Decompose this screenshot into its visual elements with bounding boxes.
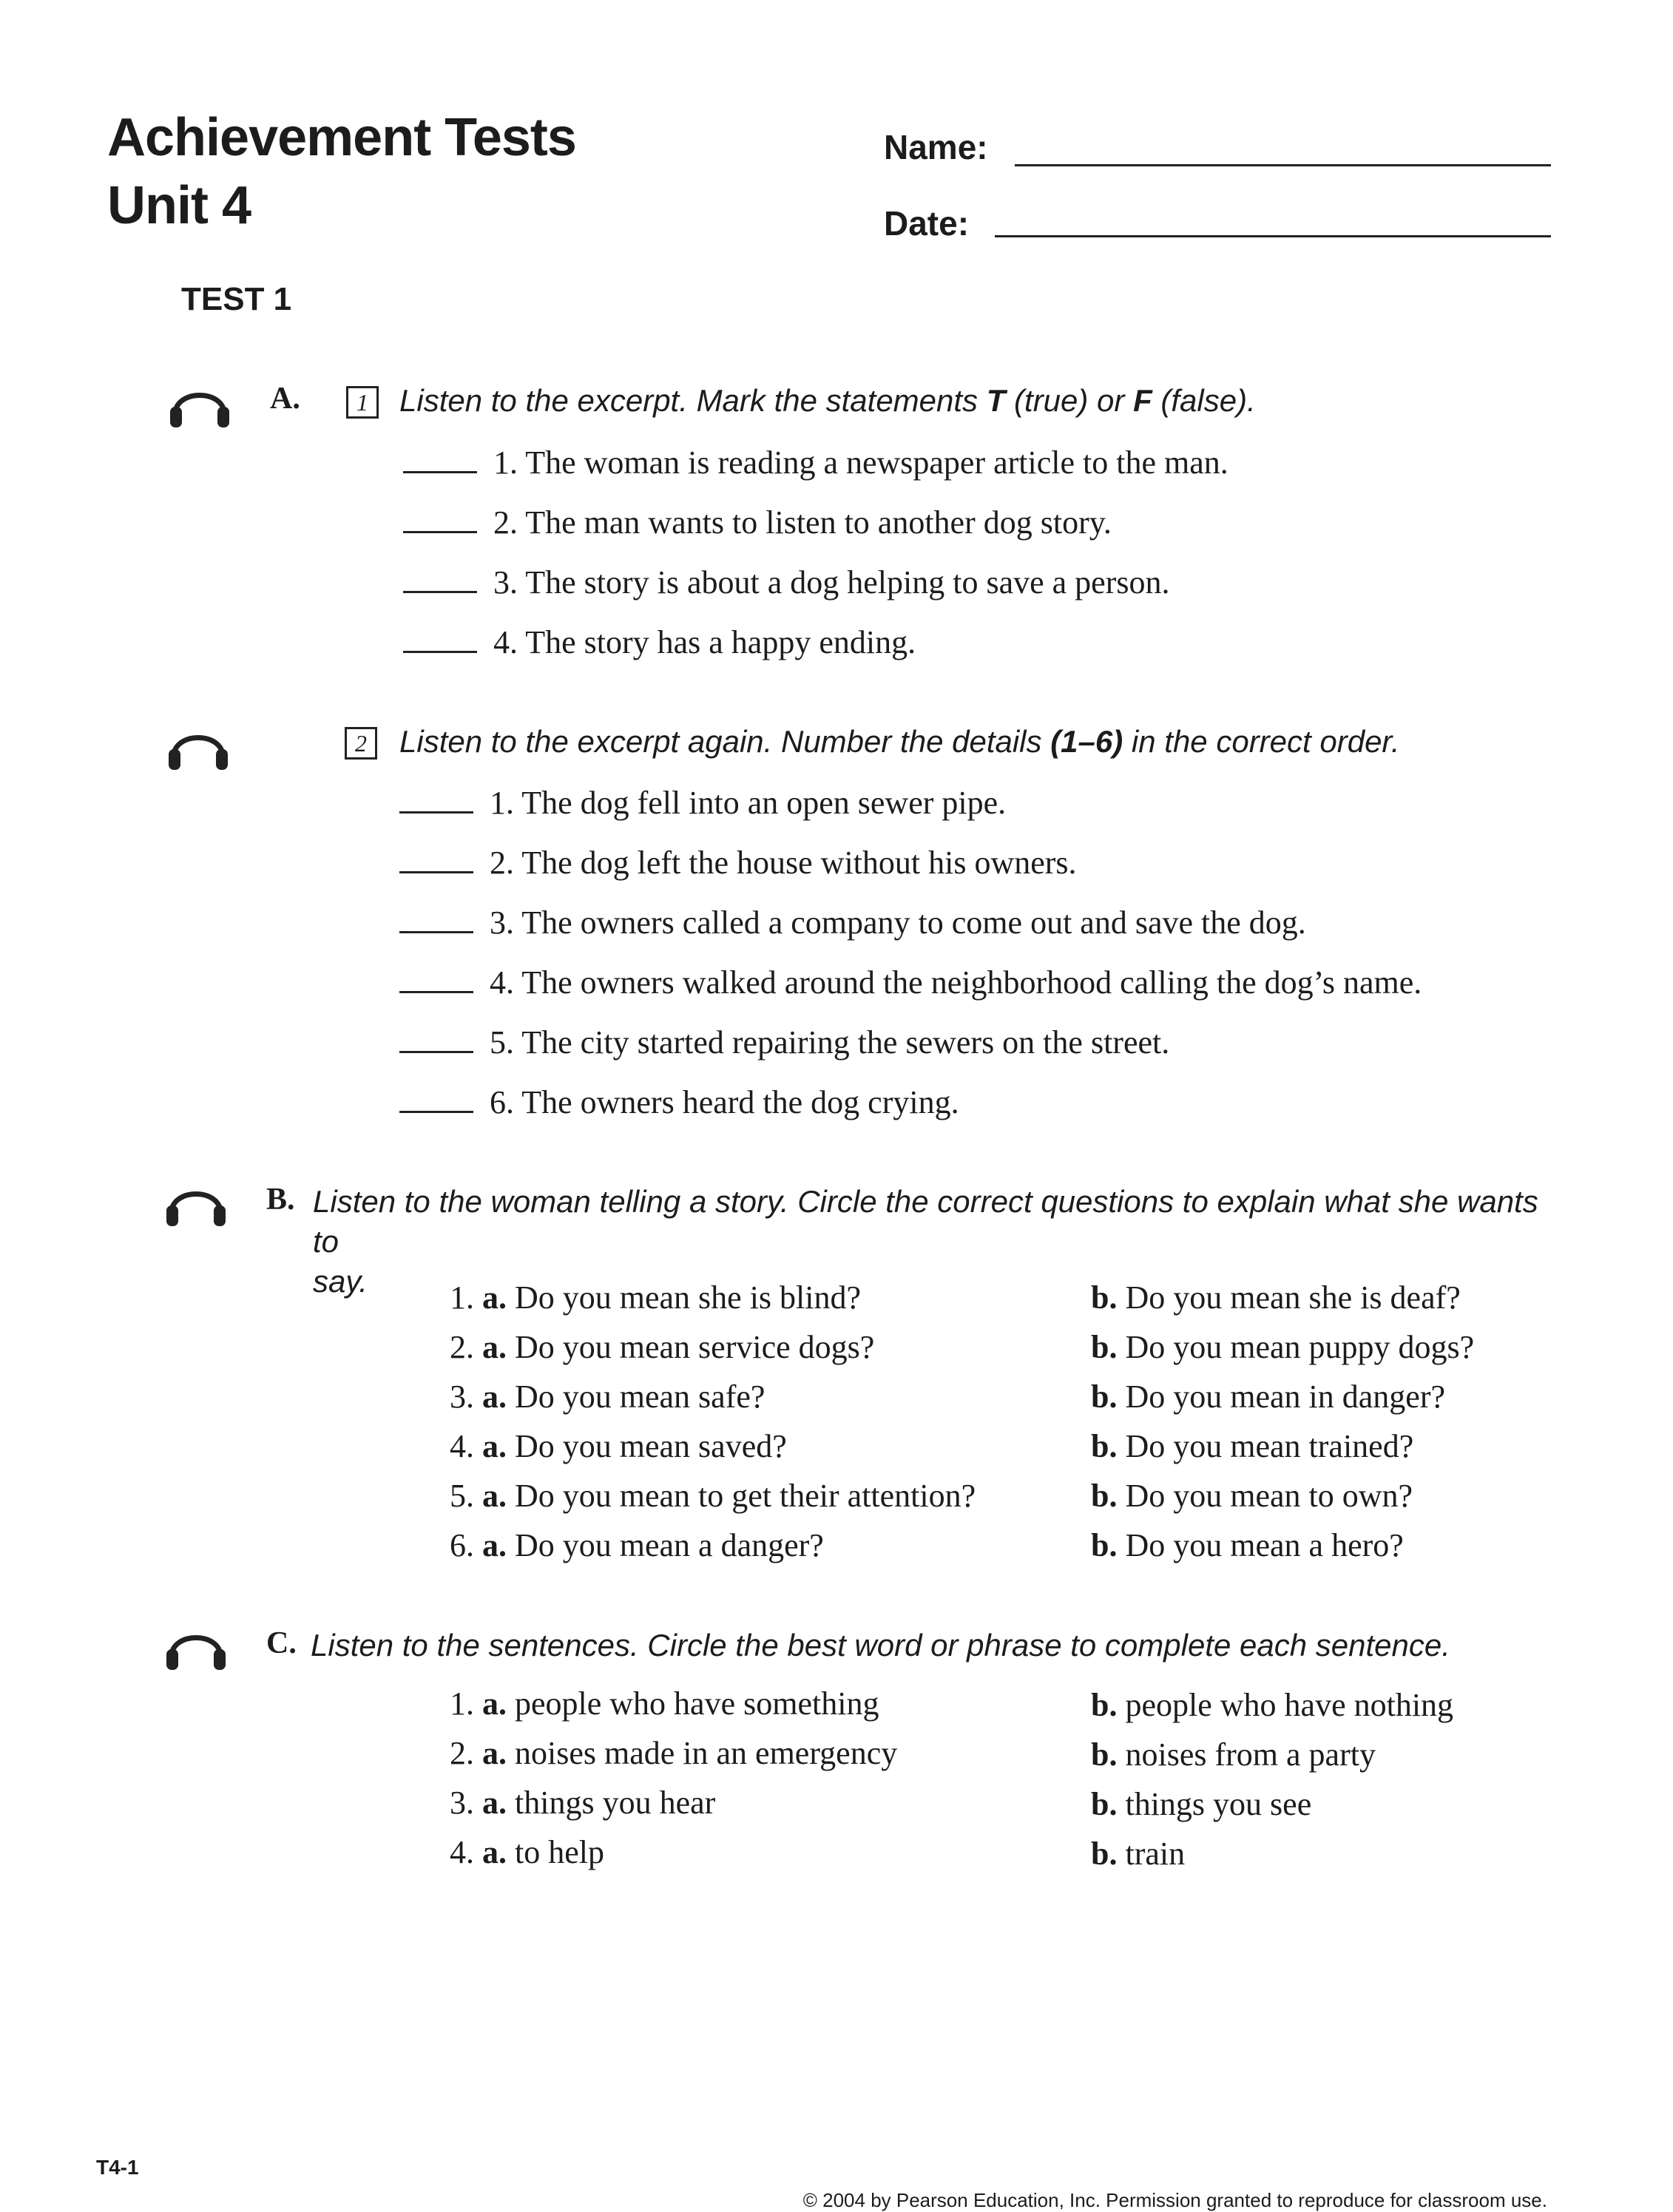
option-a[interactable]: Do you mean safe?: [515, 1379, 765, 1415]
list-item: b. Do you mean in danger?: [1091, 1379, 1446, 1415]
section-b-b-column: [1091, 1277, 1474, 1575]
name-field[interactable]: [1015, 164, 1551, 166]
option-b[interactable]: Do you mean puppy dogs?: [1125, 1329, 1475, 1365]
list-item: 1. The dog fell into an open sewer pipe.: [399, 782, 1422, 824]
list-item: 4. The owners walked around the neighborhood calling the dog’s name.: [399, 962, 1422, 1004]
option-b[interactable]: noises from a party: [1125, 1736, 1376, 1773]
list-item: 4. a. to help: [450, 1834, 604, 1870]
step-2-box: 2: [345, 727, 377, 760]
option-b[interactable]: Do you mean to own?: [1125, 1478, 1413, 1514]
list-item: 3. a. things you hear: [450, 1785, 716, 1821]
option-a[interactable]: things you hear: [515, 1785, 716, 1821]
answer-blank[interactable]: [403, 569, 477, 593]
list-item: 6. a. Do you mean a danger?: [450, 1527, 824, 1563]
section-b-letter: B.: [266, 1183, 295, 1217]
answer-blank[interactable]: [403, 509, 477, 533]
headphones-icon: [163, 1172, 229, 1231]
section-b-a-column: [450, 1277, 976, 1575]
name-label: Name:: [884, 128, 988, 166]
list-item: 3. The story is about a dog helping to save a person.: [403, 562, 1228, 603]
option-a[interactable]: Do you mean to get their attention?: [515, 1478, 976, 1514]
list-item: 4. The story has a happy ending.: [403, 622, 1228, 663]
option-b[interactable]: train: [1125, 1836, 1186, 1872]
step-1-box: 1: [346, 386, 379, 419]
headphones-icon: [165, 716, 231, 775]
option-a[interactable]: Do you mean service dogs?: [515, 1329, 875, 1365]
list-item: 5. a. Do you mean to get their attention?: [450, 1478, 976, 1514]
list-item: 2. The man wants to listen to another dog story.: [403, 502, 1228, 544]
page-title: [107, 104, 576, 240]
section-c-b-column: [1091, 1685, 1453, 1883]
answer-blank[interactable]: [399, 909, 473, 933]
section-c-instruction: Listen to the sentences. Circle the best word or phrase to complete each sentence.: [311, 1628, 1450, 1663]
option-a[interactable]: to help: [515, 1834, 604, 1870]
list-item: b. Do you mean she is deaf?: [1091, 1279, 1461, 1316]
answer-blank[interactable]: [399, 789, 473, 814]
list-item: 2. The dog left the house without his owners.: [399, 842, 1422, 884]
headphones-icon: [166, 373, 233, 433]
section-a-letter: A.: [270, 382, 300, 416]
section-a-step1-instruction: Listen to the excerpt. Mark the statements T (true) or F (false).: [399, 383, 1256, 418]
list-item: 3. a. Do you mean safe?: [450, 1379, 765, 1415]
section-a-step1-list: [403, 442, 1228, 663]
option-a[interactable]: noises made in an emergency: [515, 1735, 898, 1771]
list-item: b. noises from a party: [1091, 1736, 1376, 1773]
answer-blank[interactable]: [399, 1029, 473, 1053]
option-b[interactable]: Do you mean trained?: [1125, 1428, 1414, 1464]
list-item: 1. a. people who have something: [450, 1685, 879, 1722]
answer-blank[interactable]: [399, 969, 473, 993]
list-item: 2. a. noises made in an emergency: [450, 1735, 898, 1771]
title-line-2: Unit 4: [107, 176, 251, 235]
list-item: 6. The owners heard the dog crying.: [399, 1082, 1422, 1123]
list-item: b. Do you mean trained?: [1091, 1428, 1414, 1464]
list-item: b. Do you mean puppy dogs?: [1091, 1329, 1475, 1365]
answer-blank[interactable]: [403, 629, 477, 653]
list-item: 2. a. Do you mean service dogs?: [450, 1329, 875, 1365]
list-item: 1. The woman is reading a newspaper article to the man.: [403, 442, 1228, 484]
headphones-icon: [163, 1616, 229, 1675]
option-a[interactable]: people who have something: [515, 1685, 879, 1722]
option-a[interactable]: Do you mean a danger?: [515, 1527, 824, 1563]
section-a-step2-list: [399, 782, 1422, 1123]
answer-blank[interactable]: [403, 449, 477, 473]
option-b[interactable]: Do you mean she is deaf?: [1125, 1279, 1461, 1316]
copyright-notice: © 2004 by Pearson Education, Inc. Permission granted to reproduce for classroom use.: [802, 2189, 1547, 2211]
section-c-a-column: [450, 1683, 897, 1881]
option-a[interactable]: Do you mean she is blind?: [515, 1279, 862, 1316]
test-label: TEST 1: [181, 281, 292, 317]
list-item: 3. The owners called a company to come out and save the dog.: [399, 902, 1422, 944]
list-item: b. Do you mean a hero?: [1091, 1527, 1404, 1563]
page-code: T4-1: [96, 2156, 139, 2179]
title-line-1: Achievement Tests: [107, 108, 576, 167]
section-b-instruction: Listen to the woman telling a story. Circle the correct questions to explain what she wants to say.: [313, 1184, 1538, 1299]
list-item: 1. a. Do you mean she is blind?: [450, 1279, 862, 1316]
date-field[interactable]: [995, 235, 1551, 237]
list-item: b. train: [1091, 1836, 1186, 1872]
list-item: b. people who have nothing: [1091, 1687, 1454, 1723]
list-item: b. Do you mean to own?: [1091, 1478, 1413, 1514]
answer-blank[interactable]: [399, 849, 473, 873]
option-b[interactable]: people who have nothing: [1125, 1687, 1454, 1723]
list-item: b. things you see: [1091, 1786, 1312, 1822]
list-item: 4. a. Do you mean saved?: [450, 1428, 787, 1464]
section-c-letter: C.: [266, 1626, 297, 1660]
option-b[interactable]: Do you mean in danger?: [1125, 1379, 1446, 1415]
date-label: Date:: [884, 204, 970, 243]
option-a[interactable]: Do you mean saved?: [515, 1428, 787, 1464]
option-b[interactable]: things you see: [1125, 1786, 1312, 1822]
option-b[interactable]: Do you mean a hero?: [1125, 1527, 1404, 1563]
list-item: 5. The city started repairing the sewers on the street.: [399, 1022, 1422, 1063]
section-a-step2-instruction: Listen to the excerpt again. Number the details (1–6) in the correct order.: [399, 724, 1400, 759]
answer-blank[interactable]: [399, 1089, 473, 1113]
